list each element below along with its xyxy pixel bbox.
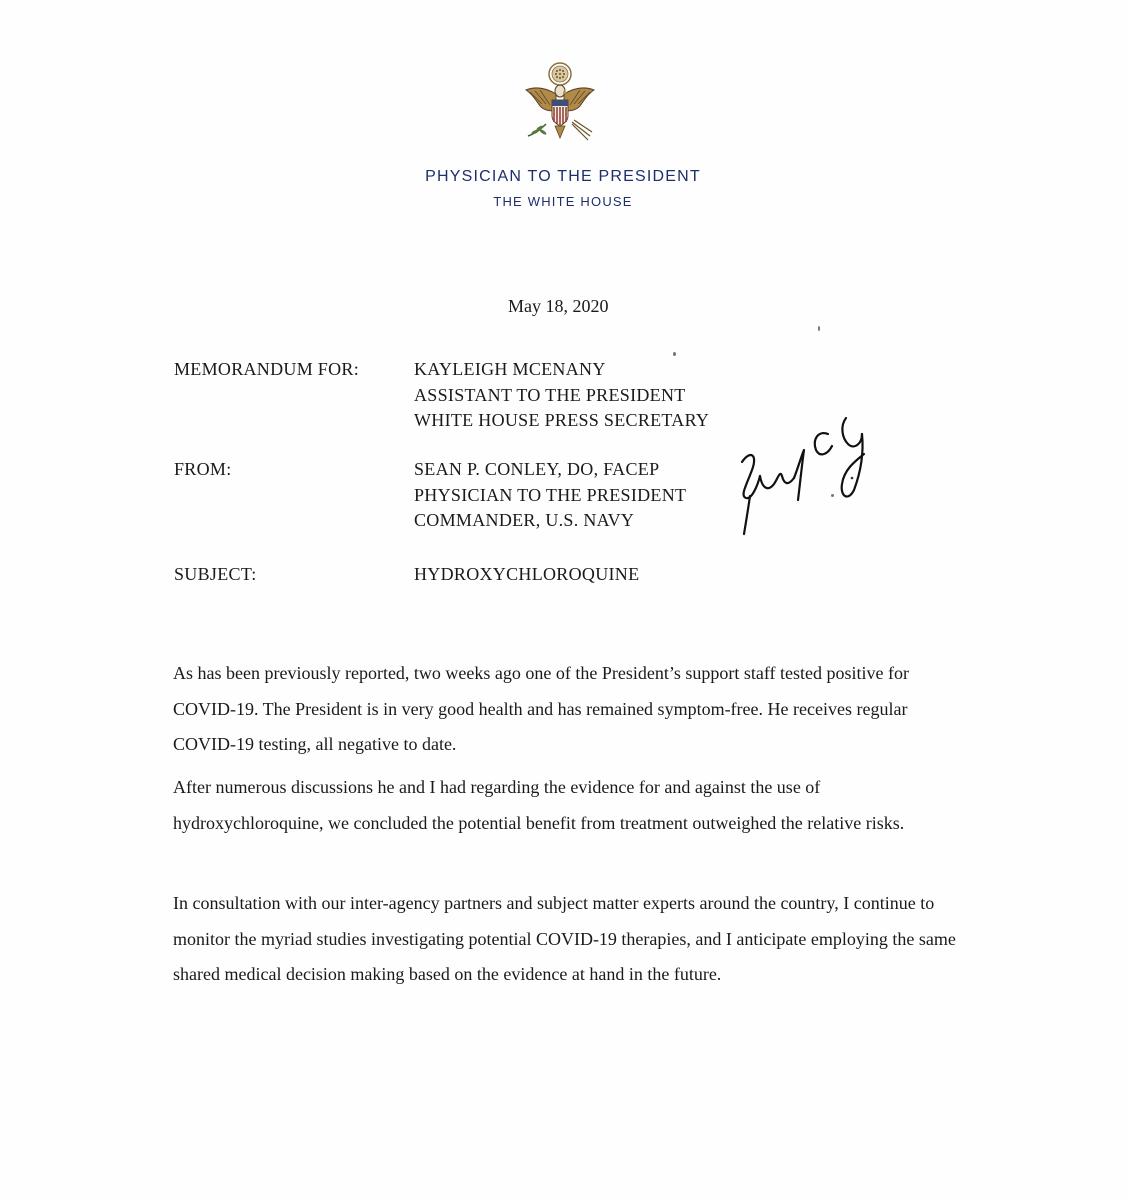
sender-title: PHYSICIAN TO THE PRESIDENT — [414, 484, 687, 505]
memo-from-label: FROM: — [174, 459, 232, 479]
letterhead-title: PHYSICIAN TO THE PRESIDENT — [425, 168, 701, 185]
recipient-title: ASSISTANT TO THE PRESIDENT — [414, 384, 686, 405]
memo-subject-label: SUBJECT: — [174, 564, 257, 584]
scan-speck — [673, 352, 676, 356]
memo-subject: HYDROXYCHLOROQUINE — [414, 564, 640, 584]
letterhead-subtitle: THE WHITE HOUSE — [493, 194, 633, 209]
memo-date: May 18, 2020 — [508, 296, 609, 316]
body-paragraph: In consultation with our inter-agency partners and subject matter experts around the country, I continue to monitor the myriad studies investigating potential COVID-19 therapies, and I anticipate employing the same shared medical decision making based on the evidence at hand in the future. — [173, 893, 956, 984]
sender-rank: COMMANDER, U.S. NAVY — [414, 510, 635, 530]
scan-speck — [831, 494, 834, 497]
handwritten-signature-icon — [728, 404, 878, 544]
body-paragraph: After numerous discussions he and I had regarding the evidence for and against the use of hydroxychloroquine, we concluded the potential benefit from treatment outweighed the relative risks. — [173, 777, 905, 833]
recipient-office: WHITE HOUSE PRESS SECRETARY — [414, 410, 710, 430]
eagle-seal-icon — [510, 60, 610, 160]
sender-name: SEAN P. CONLEY, DO, FACEP — [414, 459, 660, 479]
recipient-name: KAYLEIGH MCENANY — [414, 359, 606, 379]
scan-speck — [818, 326, 820, 331]
body-paragraph: As has been previously reported, two weeks ago one of the President’s support staff tested positive for COVID-19. The President is in very good health and has remained symptom-free. He receives regular COVID-19 testing, all negative to date. — [173, 663, 910, 754]
memo-for-recipient — [414, 357, 709, 434]
memo-for-label: MEMORANDUM FOR: — [174, 359, 360, 379]
memo-from-sender — [414, 457, 686, 534]
